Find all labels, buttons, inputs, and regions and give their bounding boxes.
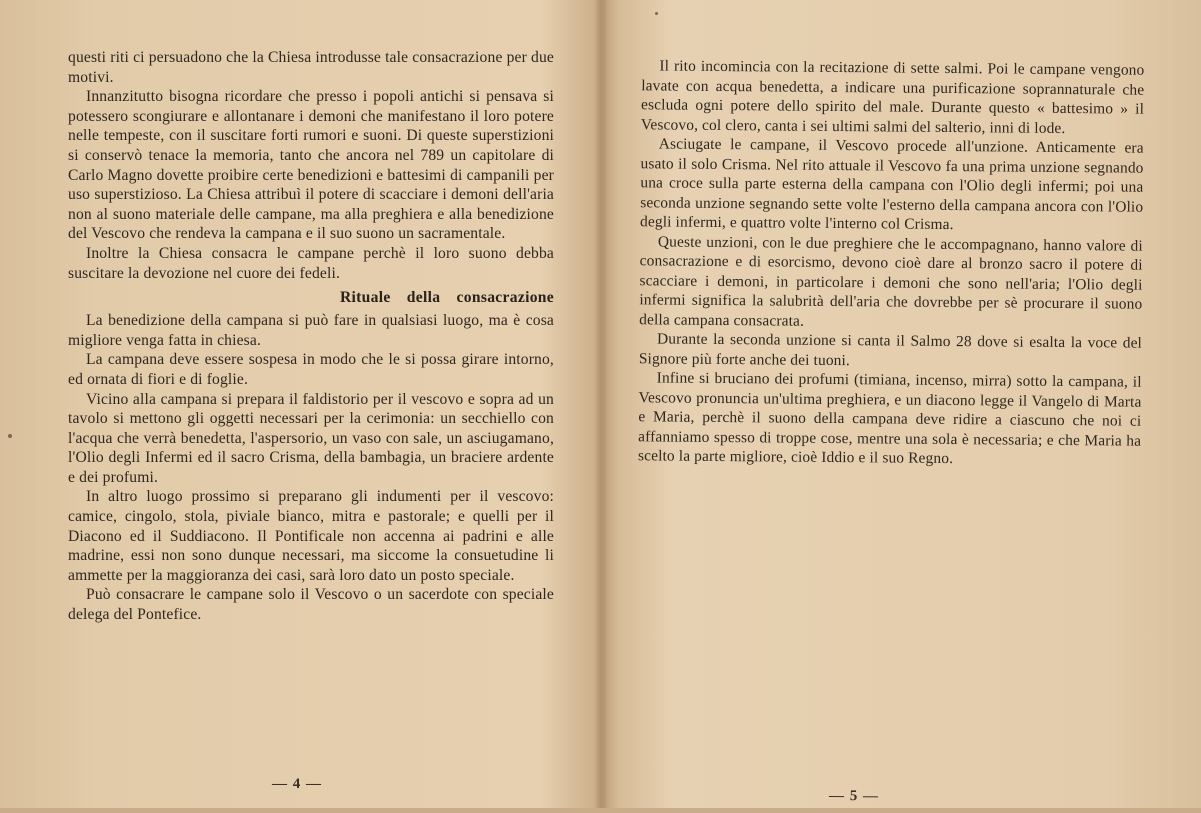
section-heading: Rituale della consacrazione: [339, 289, 554, 307]
paragraph: Innanzitutto bisogna ricordare che presso i popoli antichi si pensava si potessero scongiurare e allontanare i demoni che manifestano il loro potere nelle tempeste, con il suscitare forti rumori e suoni. Di queste superstizioni si conservò tenace la memoria, tanto che ancora nel 789 un capitolare di Carlo Magno dovette proibire certe benedizioni e battesimi di campanili per uso superstizioso. La Chiesa attribuì il potere di scacciare i demoni dell'aria non al suono materiale delle campane, ma alla preghiera e alla benedizione del Vescovo che rendeva la campana e il suo suono un sacramentale.: [68, 88, 554, 243]
paragraph: Vicino alla campana si prepara il faldistorio per il vescovo e sopra ad un tavolo si mettono gli oggetti necessari per la cerimonia: un secchiello con l'acqua che verrà benedetta, l'aspersorio, un vaso con sale, un asciugamano, l'Olio degli Infermi ed il sacro Crisma, della bambagia, un braciere ardente e dei profumi.: [68, 390, 554, 486]
paragraph: Può consacrare le campane solo il Vescovo o un sacerdote con speciale delega del Pontefice.: [68, 586, 554, 624]
paragraph: Queste unzioni, con le due preghiere che le accompagnano, hanno valore di consacrazione e di esorcismo, devono cioè dare al bronzo sacro il potere di scacciare i demoni, in particolare i demoni che sono nell'aria; l'Olio degli infermi significa la salubrità dell'aria che dovrebbe per sè procurare il suono della campana consacrata.: [639, 232, 1143, 330]
page-number: — 5 —: [828, 787, 880, 805]
paragraph: Asciugate le campane, il Vescovo procede all'unzione. Anticamente era usato il solo Crisma. Nel rito attuale il Vescovo fa una prima unzione segnando una croce sulla parte esterna della campana con l'Olio degli infermi; poi una seconda unzione segnando sette volte l'esterno della campana ancora con l'Olio degli infermi, e quattro volte l'interno col Crisma.: [639, 135, 1144, 234]
paragraph: Inoltre la Chiesa consacra le campane perchè il loro suono debba suscitare la devozione nel cuore dei fedeli.: [68, 244, 554, 282]
left-page: [0, 0, 600, 808]
paragraph: Il rito incomincia con la recitazione di sette salmi. Poi le campane vengono lavate con acqua benedetta, a indicare una purificazione soprannaturale che escluda ogni potere dello spirito del male. Durante questo « battesimo » il Vescovo, col clero, canta i sei ultimi salmi del salterio, inni di lode.: [640, 57, 1145, 137]
paragraph: La benedizione della campana si può fare in qualsiasi luogo, ma è cosa migliore venga fatta in chiesa.: [68, 312, 554, 349]
paragraph: questi riti ci persuadono che la Chiesa introdusse tale consacrazione per due motivi.: [68, 49, 554, 86]
paragraph: Infine si bruciano dei profumi (timiana, incenso, mirra) sotto la campana, il Vescovo pronuncia un'ultima preghiera, e un diacono legge il Vangelo di Marta e Maria, perchè il suono della campana deve ridire a ciascuno che noi ci affanniamo spesso di troppe cose, mentre una sola è necessaria; e che Maria ha scelto la parte migliore, cioè Iddio e il suo Regno.: [637, 369, 1142, 468]
right-page: [599, 0, 1201, 813]
page-number: — 4 —: [272, 776, 322, 792]
paragraph: In altro luogo prossimo si preparano gli indumenti per il vescovo: camice, cingolo, stola, piviale bianco, mitra e pastorale; e quelli per il Diacono ed il Suddiacono. Il Pontificale non accenna ai padrini e alle madrine, essi non sono dunque necessari, ma siccome la consuetudine li ammette per la maggioranza dei casi, sarà loro dato un posto speciale.: [68, 488, 554, 584]
paragraph: Durante la seconda unzione si canta il Salmo 28 dove si esalta la voce del Signore più forte anche dei tuoni.: [638, 330, 1143, 369]
paragraph: La campana deve essere sospesa in modo che le si possa girare intorno, ed ornata di fiori e di foglie.: [68, 351, 554, 388]
